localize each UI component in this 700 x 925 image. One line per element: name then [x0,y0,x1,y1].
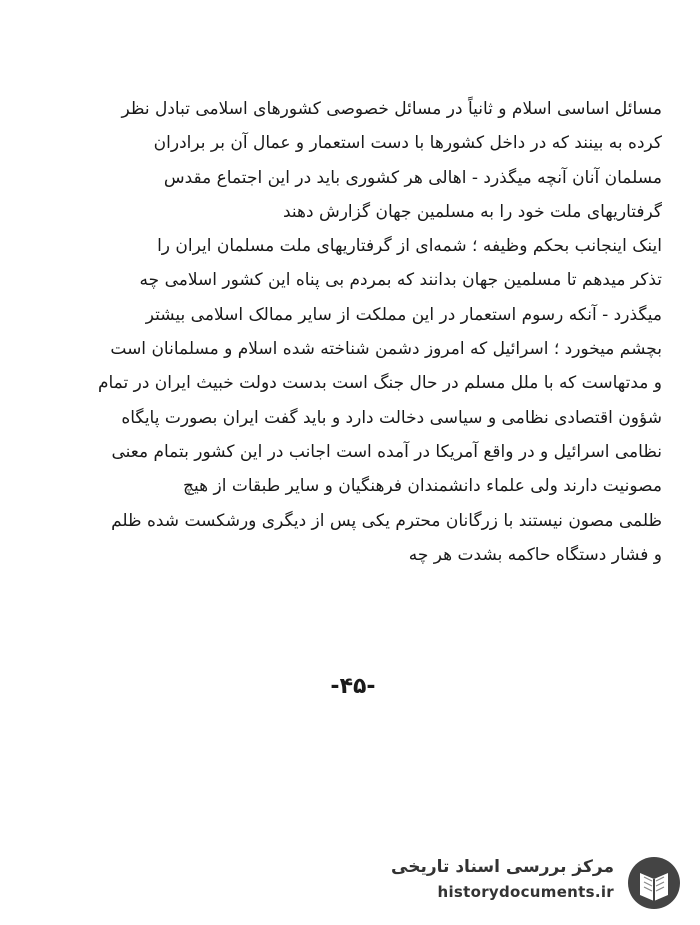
watermark-title: مرکز بررسی اسناد تاریخی [391,857,614,877]
text-line-7: میگذرد - آنکه رسوم استعمار در این مملکت از سایر ممالک اسلامی بیشتر [145,304,662,325]
watermark [391,853,686,911]
text-line-10: شؤون اقتصادی نظامی و سیاسی دخالت دارد و باید گفت ایران بصورت پایگاه [121,407,662,428]
book-logo-icon [626,855,682,911]
text-line-2: کرده به بینند که در داخل کشورها با دست استعمار و عمال آن بر برادران [153,133,662,154]
text-line-13: ظلمی مصون نیستند با زرگانان محترم یکی پس از دیگری ورشکست شده ظلم [111,510,662,531]
page-number: -۴۵- [330,674,376,699]
text-line-5: اینک اینجانب بحکم وظیفه ؛ شمه‌ای از گرفتاریهای ملت مسلمان ایران را [157,236,662,257]
text-line-3: مسلمان آنان آنچه میگذرد - اهالی هر کشوری باید در این اجتماع مقدس [163,167,662,188]
document-body [64,92,662,572]
text-line-4: گرفتاریهای ملت خود را به مسلمین جهان گزارش دهند [282,201,662,222]
text-line-1: مسائل اساسی اسلام و ثانیاً در مسائل خصوصی کشورهای اسلامی تبادل نظر [121,99,662,119]
text-line-14: و فشار دستگاه حاکمه بشدت هر چه [408,544,662,565]
text-line-8: بچشم میخورد ؛ اسرائیل که امروز دشمن شناخته شده اسلام و مسلمانان است [110,339,662,360]
text-line-11: نظامی اسرائیل و در واقع آمریکا در آمده است اجانب در این کشور بتمام معنی [111,441,662,462]
text-line-9: و مدتهاست که با ملل مسلم در حال جنگ است بدست دولت خبیث ایران در تمام [97,373,662,394]
text-line-6: تذکر میدهم تا مسلمین جهان بدانند که بمردم بی پناه این کشور اسلامی چه [139,270,662,291]
watermark-url: historydocuments.ir [437,883,614,901]
text-line-12: مصونیت دارند ولی علماء دانشمندان فرهنگیان و سایر طبقات از هیچ [183,476,662,497]
